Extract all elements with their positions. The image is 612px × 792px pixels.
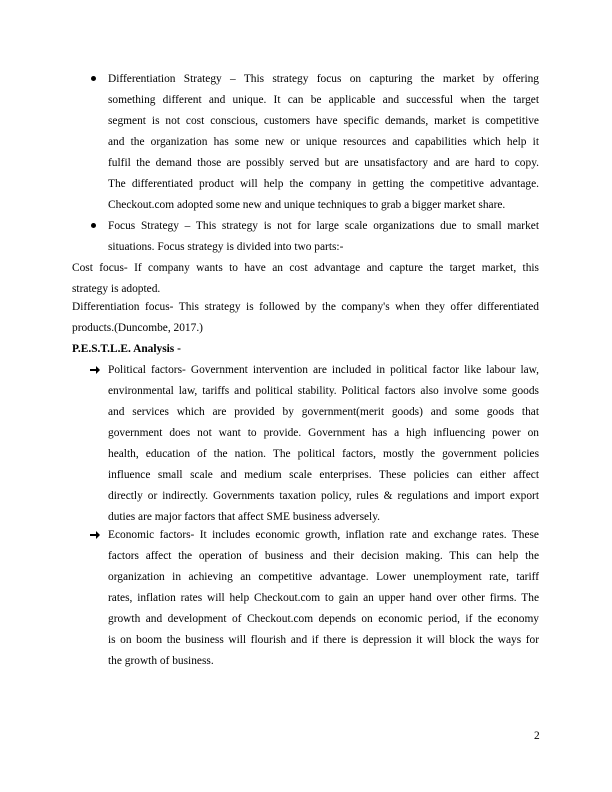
paragraph-line: factors affect the operation of business and their decision making. This can help the [108,550,539,562]
paragraph-line: situations. Focus strategy is divided into two parts:- [108,241,344,253]
paragraph-line: government does not want to provide. Government has a high influencing power on [108,427,539,439]
bullet-dot [91,223,96,228]
bullet-dot [91,76,96,81]
paragraph-line: directly or indirectly. Governments taxation policy, rules & regulations and import export [108,490,539,502]
page-number: 2 [534,730,540,742]
paragraph-line: rates, inflation rates will help Checkout.com to gain an upper hand over other firms. The [108,592,539,604]
paragraph-line: segment is not cost conscious, customers have specific demands, market is competitive [108,115,539,127]
paragraph-line: is on boom the business will flourish and if there is depression it will block the ways for [108,634,539,646]
paragraph-line: environmental law, tariffs and political stability. Political factors also involve some goods [108,385,539,397]
paragraph-line: and services which are provided by government(merit goods) and some goods that [108,406,539,418]
paragraph-line: The differentiated product will help the company in getting the competitive advantage. [108,178,539,190]
paragraph-line: products.(Duncombe, 2017.) [72,322,203,334]
paragraph-line: duties are major factors that affect SME business adversely. [108,511,381,523]
paragraph-line: health, education of the nation. The political factors, mostly the government policies [108,448,539,460]
arrow-bullet-icon [89,364,101,376]
paragraph-line: the growth of business. [108,655,214,667]
paragraph-line: influence small scale and medium scale enterprises. These policies can either affect [108,469,539,481]
paragraph-line: Differentiation Strategy – This strategy focus on capturing the market by offering [108,73,539,85]
paragraph-line: something different and unique. It can be applicable and successful when the target [108,94,539,106]
paragraph-line: Political factors- Government intervention are included in political factor like labour law, [108,364,539,376]
section-heading: P.E.S.T.L.E. Analysis - [72,343,181,355]
paragraph-line: Focus Strategy – This strategy is not for large scale organizations due to small market [108,220,539,232]
paragraph-line: Economic factors- It includes economic growth, inflation rate and exchange rates. These [108,529,539,541]
paragraph-line: growth and development of Checkout.com depends on economic period, if the economy [108,613,539,625]
paragraph-line: strategy is adopted. [72,283,161,295]
paragraph-line: Differentiation focus- This strategy is followed by the company's when they offer differentiated [72,301,539,313]
paragraph-line: Checkout.com adopted some new and unique techniques to grab a bigger market share. [108,199,506,211]
paragraph-line: organization in achieving an competitive advantage. Lower unemployment rate, tariff [108,571,539,583]
paragraph-line: and the organization has some new or unique resources and capabilities which help it [108,136,539,148]
paragraph-line: Cost focus- If company wants to have an cost advantage and capture the target market, this [72,262,539,274]
paragraph-line: fulfil the demand those are possibly served but are unsatisfactory and are hard to copy. [108,157,539,169]
arrow-bullet-icon [89,529,101,541]
